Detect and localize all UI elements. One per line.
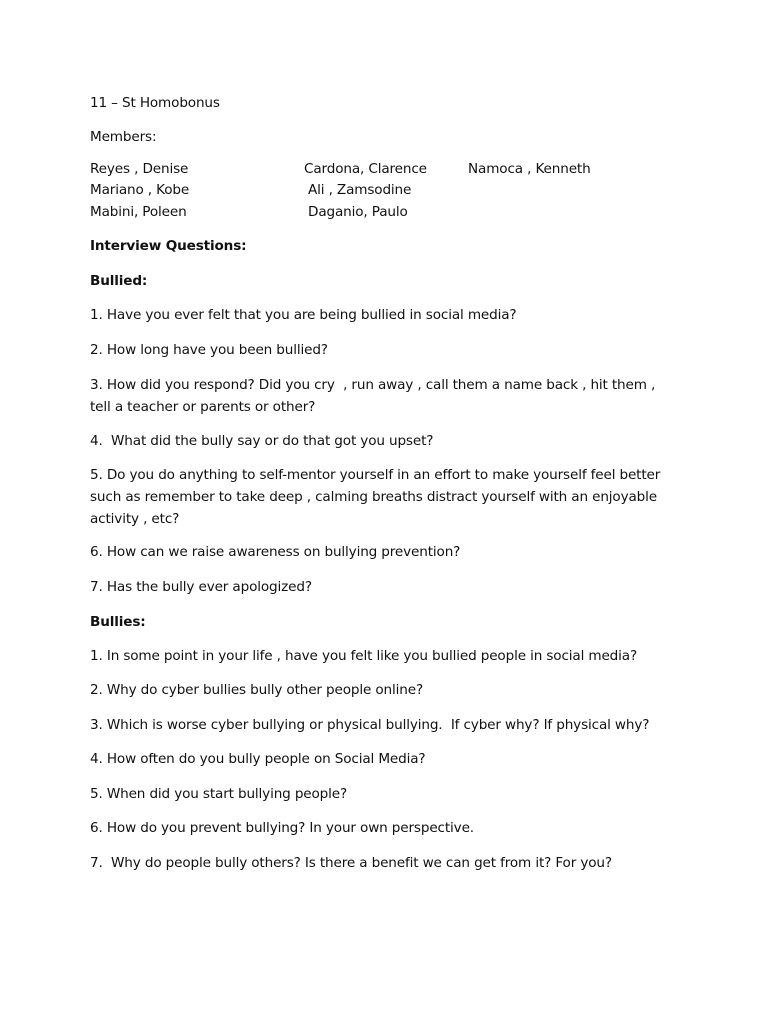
section-title: 11 – St Homobonus bbox=[90, 95, 220, 111]
interview-questions-heading: Interview Questions: bbox=[90, 238, 247, 254]
member-name: Mabini, Poleen bbox=[90, 204, 187, 220]
question-line: 2. How long have you been bullied? bbox=[90, 342, 328, 358]
question-line: 1. Have you ever felt that you are being bullied in social media? bbox=[90, 307, 517, 323]
bullies-heading: Bullies: bbox=[90, 614, 146, 630]
question-line: activity , etc? bbox=[90, 511, 180, 527]
member-name: Daganio, Paulo bbox=[308, 204, 408, 220]
question-line: 3. How did you respond? Did you cry , run away , call them a name back , hit them , bbox=[90, 377, 656, 393]
question-line: 7. Why do people bully others? Is there a benefit we can get from it? For you? bbox=[90, 855, 612, 871]
question-line: tell a teacher or parents or other? bbox=[90, 399, 316, 415]
member-name: Reyes , Denise bbox=[90, 161, 189, 177]
question-line: such as remember to take deep , calming breaths distract yourself with an enjoyable bbox=[90, 489, 657, 505]
question-line: 2. Why do cyber bullies bully other people online? bbox=[90, 682, 424, 698]
question-line: 5. When did you start bullying people? bbox=[90, 786, 348, 802]
question-line: 7. Has the bully ever apologized? bbox=[90, 579, 312, 595]
question-line: 1. In some point in your life , have you felt like you bullied people in social media? bbox=[90, 648, 638, 664]
member-name: Namoca , Kenneth bbox=[468, 161, 591, 177]
question-line: 4. What did the bully say or do that got you upset? bbox=[90, 433, 434, 449]
members-label: Members: bbox=[90, 129, 157, 145]
member-name: Mariano , Kobe bbox=[90, 182, 190, 198]
question-line: 4. How often do you bully people on Social Media? bbox=[90, 751, 426, 767]
question-line: 6. How can we raise awareness on bullying prevention? bbox=[90, 544, 461, 560]
question-line: 6. How do you prevent bullying? In your own perspective. bbox=[90, 820, 474, 836]
member-name: Cardona, Clarence bbox=[304, 161, 427, 177]
member-name: Ali , Zamsodine bbox=[308, 182, 412, 198]
bullied-heading: Bullied: bbox=[90, 273, 148, 289]
question-line: 5. Do you do anything to self-mentor yourself in an effort to make yourself feel better bbox=[90, 467, 661, 483]
question-line: 3. Which is worse cyber bullying or physical bullying. If cyber why? If physical why? bbox=[90, 717, 650, 733]
